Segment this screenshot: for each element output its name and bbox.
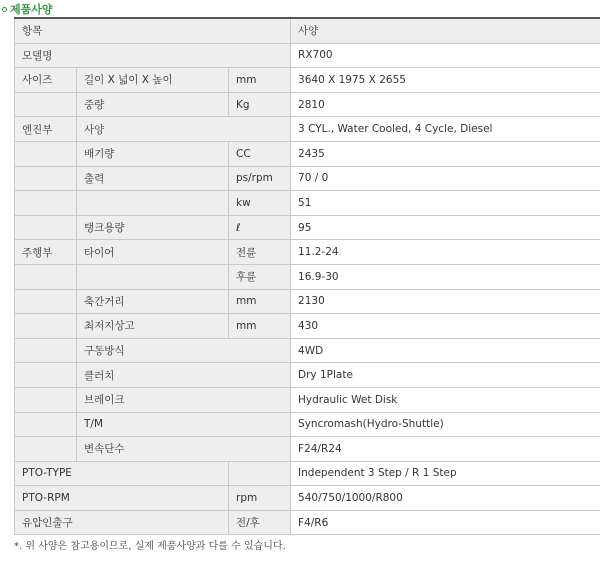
spec-table bbox=[14, 17, 600, 535]
table-row bbox=[15, 461, 600, 486]
table-row bbox=[15, 510, 600, 535]
row-value: 70 / 0 bbox=[291, 166, 600, 191]
row-value: RX700 bbox=[291, 43, 600, 68]
table-row bbox=[15, 289, 600, 314]
row-value: Dry 1Plate bbox=[291, 363, 600, 388]
row-value: 11.2-24 bbox=[291, 240, 600, 265]
table-row bbox=[15, 264, 600, 289]
row-unit-empty bbox=[229, 461, 291, 486]
row-value: 16.9-30 bbox=[291, 264, 600, 289]
row-label: 변속단수 bbox=[77, 437, 291, 462]
group-label-empty bbox=[15, 166, 77, 191]
row-label: 배기량 bbox=[77, 141, 229, 166]
table-row bbox=[15, 117, 600, 142]
row-value: 4WD bbox=[291, 338, 600, 363]
table-row bbox=[15, 240, 600, 265]
table-row bbox=[15, 314, 600, 339]
row-label: 중량 bbox=[77, 92, 229, 117]
row-label: PTO-TYPE bbox=[15, 461, 229, 486]
row-label: 모델명 bbox=[15, 43, 291, 68]
header-item: 항목 bbox=[15, 18, 291, 43]
row-unit: mm bbox=[229, 68, 291, 93]
row-value: 51 bbox=[291, 191, 600, 216]
group-label: 주행부 bbox=[15, 240, 77, 265]
row-unit: ℓ bbox=[229, 215, 291, 240]
row-value: 3 CYL., Water Cooled, 4 Cycle, Diesel bbox=[291, 117, 600, 142]
row-unit: CC bbox=[229, 141, 291, 166]
group-label-empty bbox=[15, 215, 77, 240]
row-label: 브레이크 bbox=[77, 387, 291, 412]
row-value: 2435 bbox=[291, 141, 600, 166]
footnote: *. 위 사양은 참고용이므로, 실제 제품사양과 다를 수 있습니다. bbox=[14, 541, 286, 552]
table-row bbox=[15, 68, 600, 93]
row-unit: rpm bbox=[229, 486, 291, 511]
table-row bbox=[15, 486, 600, 511]
table-row bbox=[15, 43, 600, 68]
row-label: 축간거리 bbox=[77, 289, 229, 314]
group-label-empty bbox=[15, 437, 77, 462]
row-unit: mm bbox=[229, 314, 291, 339]
group-label-empty bbox=[15, 191, 77, 216]
group-label-empty bbox=[15, 92, 77, 117]
row-label: T/M bbox=[77, 412, 291, 437]
row-value: Hydraulic Wet Disk bbox=[291, 387, 600, 412]
row-label: 유압인출구 bbox=[15, 510, 229, 535]
group-label-empty bbox=[15, 412, 77, 437]
row-value: 540/750/1000/R800 bbox=[291, 486, 600, 511]
table-row bbox=[15, 338, 600, 363]
row-value: Independent 3 Step / R 1 Step bbox=[291, 461, 600, 486]
section-title bbox=[2, 3, 53, 17]
row-value: 95 bbox=[291, 215, 600, 240]
row-label-empty bbox=[77, 191, 229, 216]
row-label: 타이어 bbox=[77, 240, 229, 265]
row-label: 탱크용량 bbox=[77, 215, 229, 240]
row-unit: Kg bbox=[229, 92, 291, 117]
circle-bullet-icon bbox=[2, 7, 7, 12]
row-label: 최저지상고 bbox=[77, 314, 229, 339]
row-value: 2810 bbox=[291, 92, 600, 117]
table-row bbox=[15, 412, 600, 437]
group-label-empty bbox=[15, 289, 77, 314]
row-value: 430 bbox=[291, 314, 600, 339]
group-label-empty bbox=[15, 363, 77, 388]
row-value: 3640 X 1975 X 2655 bbox=[291, 68, 600, 93]
section-title-text: 제품사양 bbox=[10, 3, 53, 16]
row-label: 사양 bbox=[77, 117, 291, 142]
group-label-empty bbox=[15, 314, 77, 339]
header-spec: 사양 bbox=[291, 18, 600, 43]
row-value: Syncromash(Hydro-Shuttle) bbox=[291, 412, 600, 437]
group-label-empty bbox=[15, 141, 77, 166]
row-unit: ps/rpm bbox=[229, 166, 291, 191]
row-value: F24/R24 bbox=[291, 437, 600, 462]
row-unit: 전/후 bbox=[229, 510, 291, 535]
row-label: 길이 X 넓이 X 높이 bbox=[77, 68, 229, 93]
group-label: 엔진부 bbox=[15, 117, 77, 142]
group-label: 사이즈 bbox=[15, 68, 77, 93]
row-unit: kw bbox=[229, 191, 291, 216]
table-row bbox=[15, 363, 600, 388]
row-value: 2130 bbox=[291, 289, 600, 314]
row-label: 출력 bbox=[77, 166, 229, 191]
row-value: F4/R6 bbox=[291, 510, 600, 535]
row-label-empty bbox=[77, 264, 229, 289]
table-header-row bbox=[15, 18, 600, 43]
group-label-empty bbox=[15, 338, 77, 363]
row-label: 구동방식 bbox=[77, 338, 291, 363]
group-label-empty bbox=[15, 264, 77, 289]
row-unit: 전륜 bbox=[229, 240, 291, 265]
table-row bbox=[15, 215, 600, 240]
row-label: 클러치 bbox=[77, 363, 291, 388]
table-row bbox=[15, 437, 600, 462]
table-row bbox=[15, 141, 600, 166]
table-row bbox=[15, 92, 600, 117]
row-label: PTO-RPM bbox=[15, 486, 229, 511]
table-row bbox=[15, 191, 600, 216]
row-unit: 후륜 bbox=[229, 264, 291, 289]
row-unit: mm bbox=[229, 289, 291, 314]
table-row bbox=[15, 166, 600, 191]
table-row bbox=[15, 387, 600, 412]
group-label-empty bbox=[15, 387, 77, 412]
